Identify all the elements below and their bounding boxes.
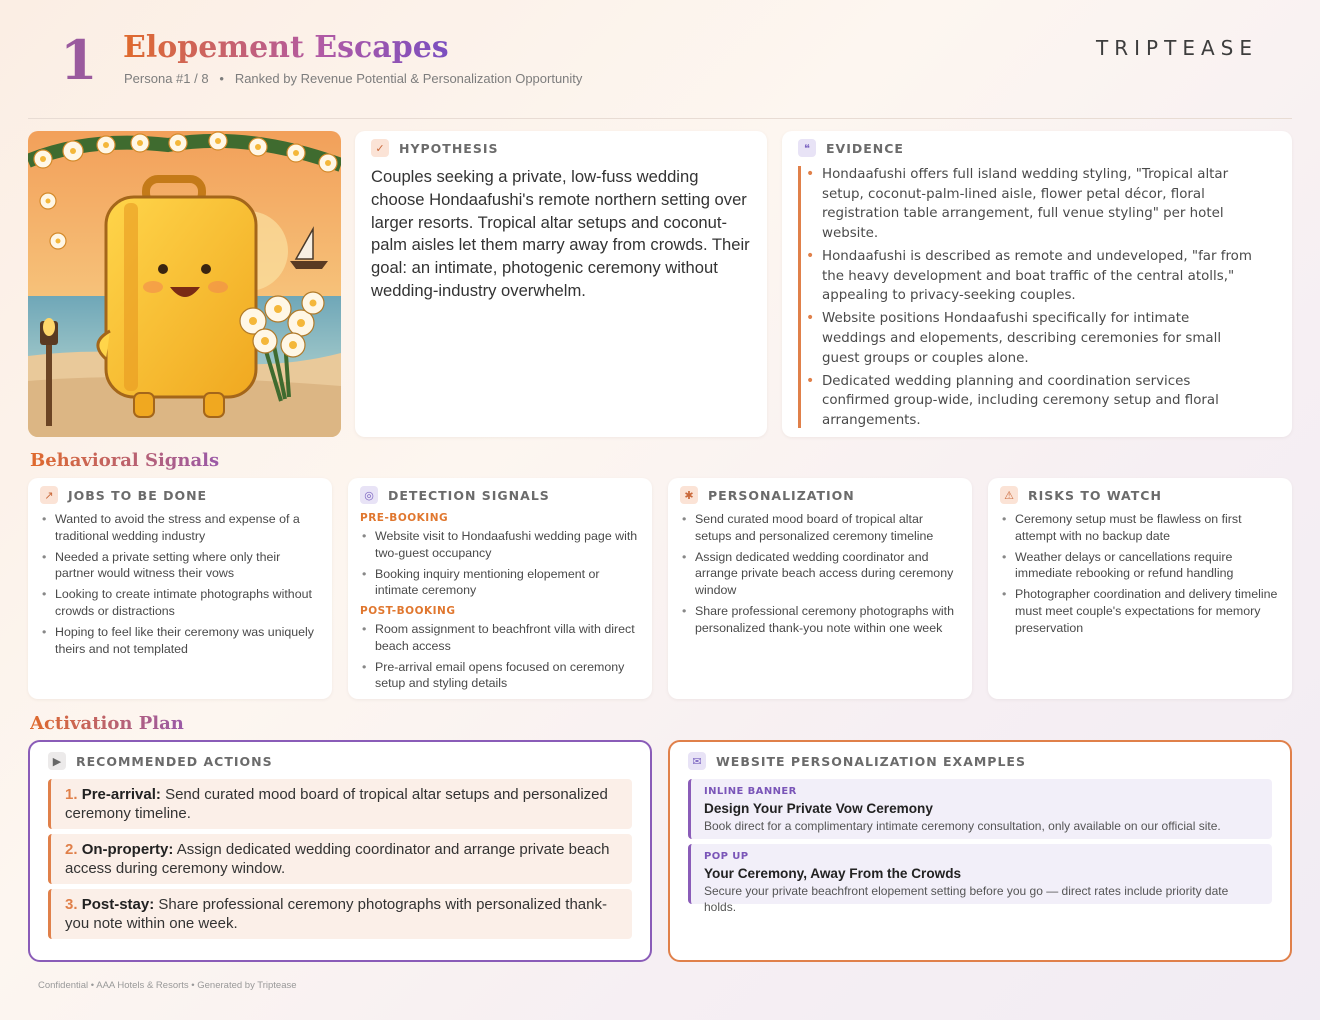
evidence-accent-bar: [798, 166, 801, 428]
brand-logo: TRIPTEASE: [1096, 36, 1258, 60]
jobs-item: • Looking to create intimate photographs without crowds or distractions: [40, 586, 320, 620]
jobs-item: • Wanted to avoid the stress and expense of a traditional wedding industry: [40, 511, 320, 545]
personalization-header: [680, 486, 855, 504]
persona-number: 1: [60, 28, 98, 92]
jobs-label: JOBS TO BE DONE: [68, 487, 208, 503]
ranking-note: Ranked by Revenue Potential & Personalization Opportunity: [234, 71, 583, 86]
evidence-list: [822, 165, 1252, 434]
website-example: [688, 779, 1272, 839]
post-booking-item: • Pre-arrival email opens focused on ceremony setup and styling details: [360, 659, 640, 693]
pre-booking-list: [360, 528, 640, 603]
personalization-item: • Send curated mood board of tropical altar setups and personalized ceremony timeline: [680, 511, 960, 545]
website-label: WEBSITE PERSONALIZATION EXAMPLES: [716, 753, 1026, 769]
risks-item: • Photographer coordination and delivery timeline must meet couple's expectations for memory preservation: [1000, 586, 1280, 636]
evidence-label: EVIDENCE: [826, 140, 904, 156]
evidence-header: [798, 139, 904, 157]
envelope-icon: ✉: [688, 752, 706, 770]
evidence-item: • Dedicated wedding planning and coordination services confirmed group-wide, including ceremony setup and floral arrangements.: [822, 372, 1252, 431]
quote-icon: ❝: [798, 139, 816, 157]
personalization-label: PERSONALIZATION: [708, 487, 855, 503]
evidence-card: [782, 131, 1292, 437]
example-body: Secure your private beachfront elopement setting before you go — direct rates include priority date holds.: [704, 884, 1229, 914]
action-item: [48, 834, 632, 884]
pre-booking-item: • Website visit to Hondaafushi wedding page with two-guest occupancy: [360, 528, 640, 562]
example-title: Your Ceremony, Away From the Crowds: [704, 866, 962, 881]
risks-item: • Ceremony setup must be flawless on first attempt with no backup date: [1000, 511, 1280, 545]
target-icon: ◎: [360, 486, 378, 504]
website-examples-card: [668, 740, 1292, 962]
pre-booking-item: • Booking inquiry mentioning elopement or intimate ceremony: [360, 566, 640, 600]
behavioral-signals-title: Behavioral Signals: [30, 450, 220, 471]
jobs-list: [40, 511, 320, 661]
website-header: [688, 752, 1026, 770]
persona-illustration: [28, 131, 341, 437]
evidence-item: • Hondaafushi offers full island wedding styling, "Tropical altar setup, coconut-palm-lined aisle, flower petal décor, floral registration table arrangement, full venue styling" per hotel website.: [822, 165, 1252, 243]
personalization-item: • Assign dedicated wedding coordinator and arrange private beach access during ceremony window: [680, 549, 960, 599]
jobs-item: • Hoping to feel like their ceremony was uniquely theirs and not templated: [40, 624, 320, 658]
page-header: [0, 0, 1320, 120]
action-text: Assign dedicated wedding coordinator and arrange private beach access during ceremony window.: [65, 841, 610, 877]
actions-header: [48, 752, 273, 770]
detection-label: DETECTION SIGNALS: [388, 487, 550, 503]
pre-booking-label: PRE-BOOKING: [360, 512, 449, 524]
persona-title: Elopement Escapes: [123, 28, 449, 68]
play-icon: ▶: [48, 752, 66, 770]
example-title: Design Your Private Vow Ceremony: [704, 801, 933, 816]
hypothesis-card: [355, 131, 767, 437]
website-example: [688, 844, 1272, 914]
personalization-list: [680, 511, 960, 641]
jobs-header: [40, 486, 207, 504]
action-text: Share professional ceremony photographs with personalized thank-you note within one week.: [65, 896, 607, 932]
arrow-up-right-icon: ↗: [40, 486, 58, 504]
action-item: [48, 779, 632, 829]
action-phase: On-property:: [81, 841, 174, 858]
hypothesis-label: HYPOTHESIS: [399, 140, 499, 156]
action-number: 1.: [65, 786, 78, 803]
persona-subtitle: [124, 71, 582, 86]
jobs-card: [28, 478, 332, 699]
action-number: 2.: [65, 841, 78, 858]
persona-index: Persona #1 / 8: [124, 71, 209, 86]
detection-card: [348, 478, 652, 699]
example-type: INLINE BANNER: [704, 786, 797, 797]
risks-card: [988, 478, 1292, 699]
risks-header: [1000, 486, 1162, 504]
suitcase-mascot-illustration: [28, 131, 341, 437]
personalization-item: • Share professional ceremony photographs with personalized thank-you note within one week: [680, 603, 960, 637]
risks-list: [1000, 511, 1280, 641]
action-phase: Pre-arrival:: [81, 786, 161, 803]
risks-label: RISKS TO WATCH: [1028, 487, 1162, 503]
hypothesis-header: [371, 139, 498, 157]
detection-header: [360, 486, 550, 504]
hypothesis-text: Couples seeking a private, low-fuss wedding choose Hondaafushi's remote northern setting over larger resorts. Tropical altar setups and coconut-palm aisles let them marry away from crowds. Their goal: an intimate, photogenic ceremony without wedding-industry overwhelm.: [371, 167, 750, 300]
warning-icon: ⚠: [1000, 486, 1018, 504]
header-divider: [28, 118, 1292, 119]
example-body: Book direct for a complimentary intimate ceremony consultation, only available on our official site.: [704, 819, 1221, 833]
evidence-item: • Hondaafushi is described as remote and undeveloped, "far from the heavy development and boat traffic of the central atolls," appealing to privacy-seeking couples.: [822, 247, 1252, 306]
page-footer: Confidential • AAA Hotels & Resorts • Generated by Triptease: [38, 980, 297, 991]
evidence-item: • Website positions Hondaafushi specifically for intimate weddings and elopements, describing ceremonies for small guest groups or couples alone.: [822, 309, 1252, 368]
sparkle-icon: ✱: [680, 486, 698, 504]
jobs-item: • Needed a private setting where only their partner would witness their vows: [40, 549, 320, 583]
post-booking-label: POST-BOOKING: [360, 605, 456, 617]
example-type: POP UP: [704, 851, 749, 862]
check-icon: ✓: [371, 139, 389, 157]
actions-label: RECOMMENDED ACTIONS: [76, 753, 273, 769]
subtitle-separator: •: [212, 71, 232, 86]
risks-item: • Weather delays or cancellations require immediate rebooking or refund handling: [1000, 549, 1280, 583]
activation-plan-title: Activation Plan: [30, 713, 184, 734]
action-text: Send curated mood board of tropical altar setups and personalized ceremony timeline.: [65, 786, 608, 822]
recommended-actions-card: [28, 740, 652, 962]
personalization-card: [668, 478, 972, 699]
action-item: [48, 889, 632, 939]
post-booking-list: [360, 621, 640, 696]
action-number: 3.: [65, 896, 78, 913]
action-phase: Post-stay:: [81, 896, 155, 913]
post-booking-item: • Room assignment to beachfront villa with direct beach access: [360, 621, 640, 655]
